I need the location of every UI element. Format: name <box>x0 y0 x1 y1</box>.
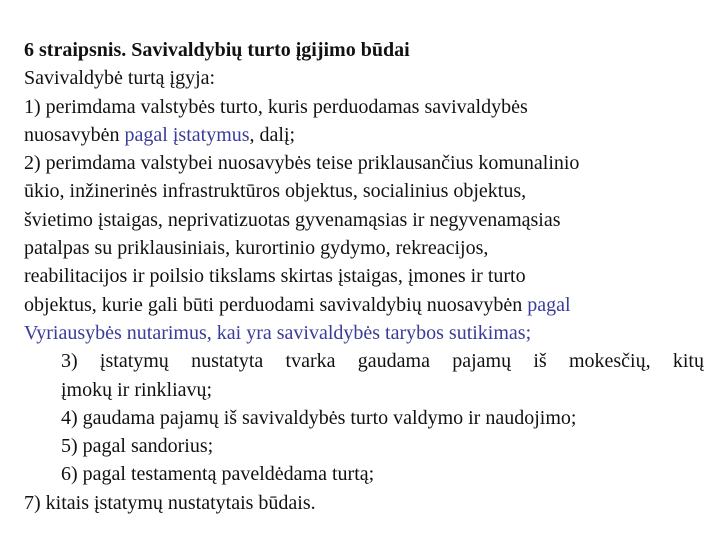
item-1-text-post: , dalį; <box>249 123 296 146</box>
list-item-7: 7) kitais įstatymų nustatytais būdais. <box>24 491 316 514</box>
item-2-text-pre: objektus, kurie gali būti perduodami savivaldybių nuosavybėn <box>24 293 528 316</box>
document-body <box>24 36 704 517</box>
item-3-line-2: įmokų ir rinkliavų; <box>61 378 213 401</box>
item-2-line-6 <box>24 291 704 319</box>
law-reference-link[interactable]: pagal įstatymus <box>124 123 250 146</box>
article-title: 6 straipsnis. Savivaldybių turto įgijimo būdai <box>24 39 410 61</box>
list-item-2 <box>24 149 704 347</box>
item-2-line-2: ūkio, inžinerinės infrastruktūros objektus, socialinius objektus, <box>24 180 527 203</box>
item-2-line-5: reabilitacijos ir poilsio tikslams skirtas įstaigas, įmones ir turto <box>24 265 526 288</box>
item-2-line-1: 2) perimdama valstybei nuosavybės teise priklausančius komunalinio <box>24 152 580 175</box>
list-item-5: 5) pagal sandorius; <box>61 435 214 458</box>
item-1-text-pre: nuosavybėn <box>24 123 125 146</box>
item-3-line-1: 3) įstatymų nustatyta tvarka gaudama pajamų iš mokesčių, kitų <box>61 350 704 373</box>
list-item-4: 4) gaudama pajamų iš savivaldybės turto valdymo ir naudojimo; <box>61 406 577 429</box>
item-1-line-1: 1) perimdama valstybės turto, kuris perduodamas savivaldybės <box>24 95 528 118</box>
item-2-line-3: švietimo įstaigas, neprivatizuotas gyvenamąsias ir negyvenamąsias <box>24 208 561 231</box>
list-item-6: 6) pagal testamentą paveldėdama turtą; <box>61 463 375 486</box>
indented-items <box>24 347 704 488</box>
government-resolution-link-start[interactable]: pagal <box>527 293 571 316</box>
government-resolution-link-end[interactable]: Vyriausybės nutarimus, kai yra savivaldybės tarybos sutikimas; <box>24 321 532 344</box>
article-intro: Savivaldybė turtą įgyja: <box>24 67 216 90</box>
list-item-1 <box>24 93 704 150</box>
item-1-line-2 <box>24 121 704 149</box>
item-2-line-4: patalpas su priklausiniais, kurortinio gydymo, rekreacijos, <box>24 237 489 260</box>
